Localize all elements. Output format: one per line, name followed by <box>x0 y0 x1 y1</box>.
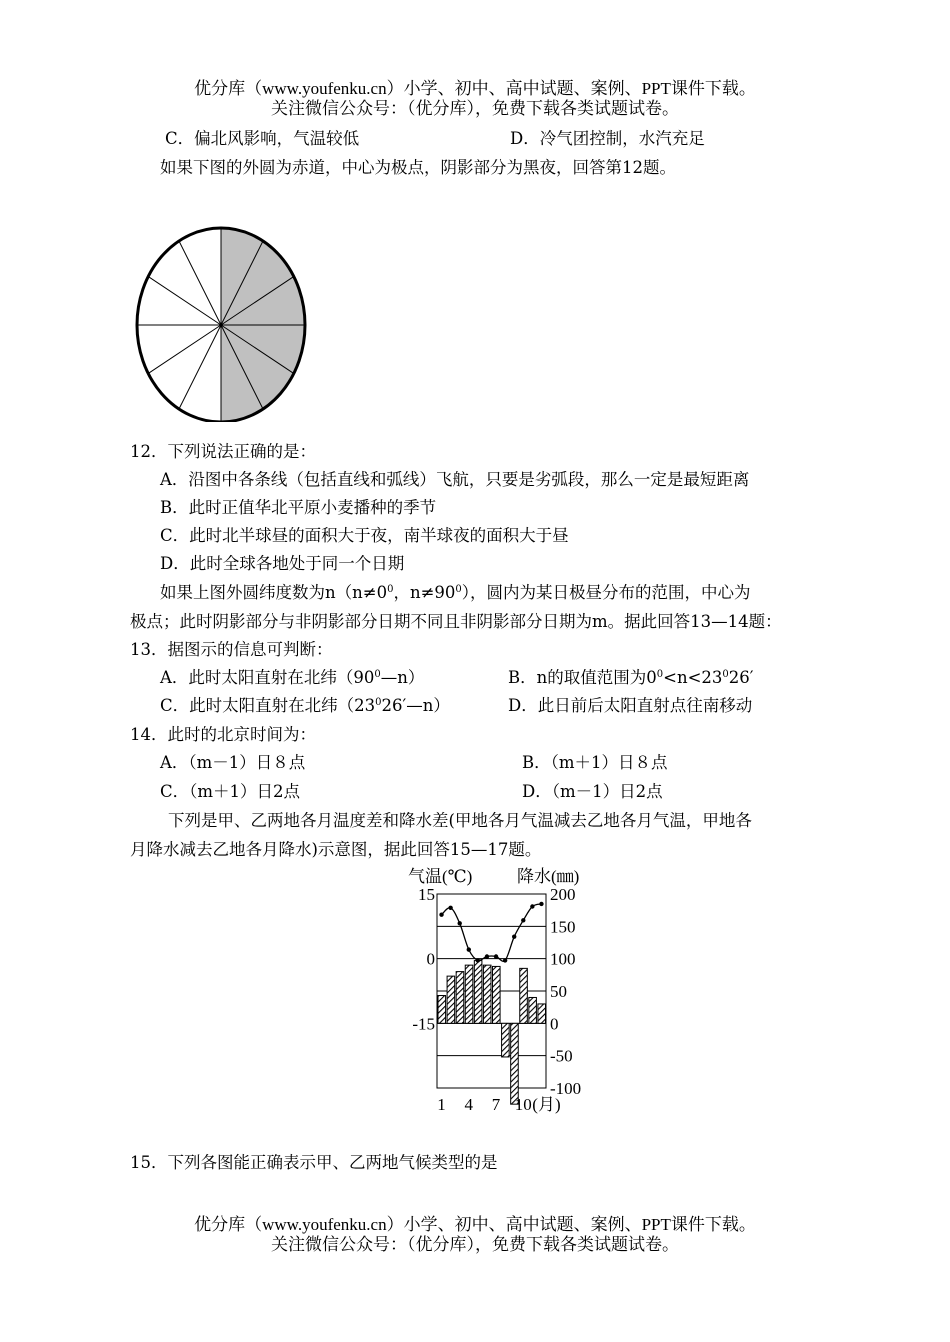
month-tick-label: 10 <box>514 1095 532 1114</box>
q14-stem: 14．此时的北京时间为： <box>130 725 316 744</box>
precip-bar <box>529 997 537 1023</box>
temperature-axis-label: 气温(℃) <box>408 867 473 886</box>
q15-intro-line-1: 下列是甲、乙两地各月温度差和降水差(甲地各月气温减去乙地各月气温，甲地各 <box>168 811 752 830</box>
temperature-tick-label: -15 <box>412 1014 435 1034</box>
precipitation-tick-label: 150 <box>550 917 576 937</box>
precip-bar <box>447 976 455 1023</box>
precip-bar <box>502 1023 510 1057</box>
precip-bar <box>520 968 528 1023</box>
precip-bar <box>493 966 501 1023</box>
temperature-point <box>521 918 525 922</box>
q13-option-b: B．n的取值范围为$0^0<n<23^026'$ <box>508 668 754 687</box>
precipitation-tick-label: 50 <box>550 982 567 1001</box>
temperature-point <box>539 902 543 906</box>
month-axis-label: (月) <box>532 1095 561 1114</box>
temperature-point <box>530 904 534 908</box>
footer-line-1: 优分库（www.youfenku.cn）小学、初中、高中试题、案例、PPT课件下载。 <box>194 1215 756 1234</box>
precip-bar <box>511 1023 519 1104</box>
month-tick-label: 7 <box>491 1095 501 1114</box>
precip-bar <box>483 965 491 1023</box>
temperature-point <box>485 954 489 958</box>
q13-option-c: C．此时太阳直射在北纬$(23^026'—n)$ <box>160 696 450 715</box>
temperature-point <box>494 954 498 958</box>
temperature-point <box>439 912 443 916</box>
meridian-line <box>141 272 221 325</box>
q14-option-c: C．（m＋1）日2点 <box>160 782 301 801</box>
night-shade <box>221 222 308 422</box>
meridian-line <box>175 233 221 325</box>
q13-option-d: D．此日前后太阳直射点往南移动 <box>508 696 753 715</box>
q14-option-b: B．（m＋1）日８点 <box>522 753 668 772</box>
temperature-point <box>512 934 516 938</box>
month-tick-label: 1 <box>437 1095 446 1114</box>
temperature-line <box>442 904 542 961</box>
precipitation-tick-label: 200 <box>550 885 576 904</box>
temperature-point <box>448 906 452 910</box>
q12-option-b: B．此时正值华北平原小麦播种的季节 <box>160 498 437 517</box>
temperature-tick-label: 0 <box>426 949 435 969</box>
precip-bar <box>438 996 446 1024</box>
q13-intro-line-1: 如果上图外圆纬度数为$n(n\ne 0^0$，$n\ne 90^0$），圆内为某日极昼分布的范围，中心为 <box>160 583 751 602</box>
temperature-point <box>467 947 471 951</box>
q14-option-a: A．（m－1）日８点 <box>160 753 306 772</box>
q12-intro: 如果下图的外圆为赤道，中心为极点，阴影部分为黑夜，回答第12题。 <box>160 158 676 177</box>
q12-option-d: D．此时全球各地处于同一个日期 <box>160 554 405 573</box>
q12-option-c: C．此时北半球昼的面积大于夜，南半球夜的面积大于昼 <box>160 526 569 545</box>
q14-option-d: D．（m－1）日2点 <box>522 782 663 801</box>
precipitation-tick-label: -100 <box>550 1079 582 1098</box>
meridian-line <box>175 325 221 417</box>
temperature-point <box>476 958 480 962</box>
precipitation-tick-label: -50 <box>550 1046 573 1066</box>
precip-bar <box>538 1004 546 1023</box>
temperature-point <box>458 921 462 925</box>
month-tick-label: 4 <box>464 1095 474 1114</box>
q13-stem: 13．据图示的信息可判断： <box>130 640 333 659</box>
precip-bar <box>474 961 482 1024</box>
header-line-2: 关注微信公众号：（优分库），免费下载各类试题试卷。 <box>271 99 679 118</box>
q12-option-a: A．沿图中各条线（包括直线和弧线）飞航，只要是劣弧段，那么一定是最短距离 <box>160 470 750 489</box>
precip-bar <box>465 965 473 1023</box>
climate-difference-chart <box>400 864 650 1114</box>
q13-option-a: A．此时太阳直射在北纬$(90^0—n)$ <box>160 668 425 687</box>
footer-line-2: 关注微信公众号：（优分库），免费下载各类试题试卷。 <box>271 1235 679 1254</box>
q13-intro-line-2: 极点；此时阴影部分与非阴影部分日期不同且非阴影部分日期为m。据此回答13—14题： <box>130 612 782 631</box>
q11-option-d: D．冷气团控制，水汽充足 <box>510 129 705 148</box>
q11-option-c: C．偏北风影响，气温较低 <box>165 129 360 148</box>
header-line-1: 优分库（www.youfenku.cn）小学、初中、高中试题、案例、PPT课件下载。 <box>194 79 756 98</box>
meridian-line <box>141 325 221 378</box>
precipitation-tick-label: 100 <box>550 949 576 969</box>
precipitation-tick-label: 0 <box>550 1014 559 1034</box>
polar-diagram <box>133 222 308 422</box>
q15-stem: 15．下列各图能正确表示甲、乙两地气候类型的是 <box>130 1153 498 1172</box>
temperature-point <box>503 958 507 962</box>
q15-intro-line-2: 月降水减去乙地各月降水)示意图，据此回答15—17题。 <box>130 840 542 859</box>
temperature-tick-label: 15 <box>418 885 435 904</box>
q12-stem: 12．下列说法正确的是： <box>130 442 316 461</box>
precipitation-axis-label: 降水(㎜) <box>517 867 580 886</box>
precip-bar <box>456 972 464 1024</box>
